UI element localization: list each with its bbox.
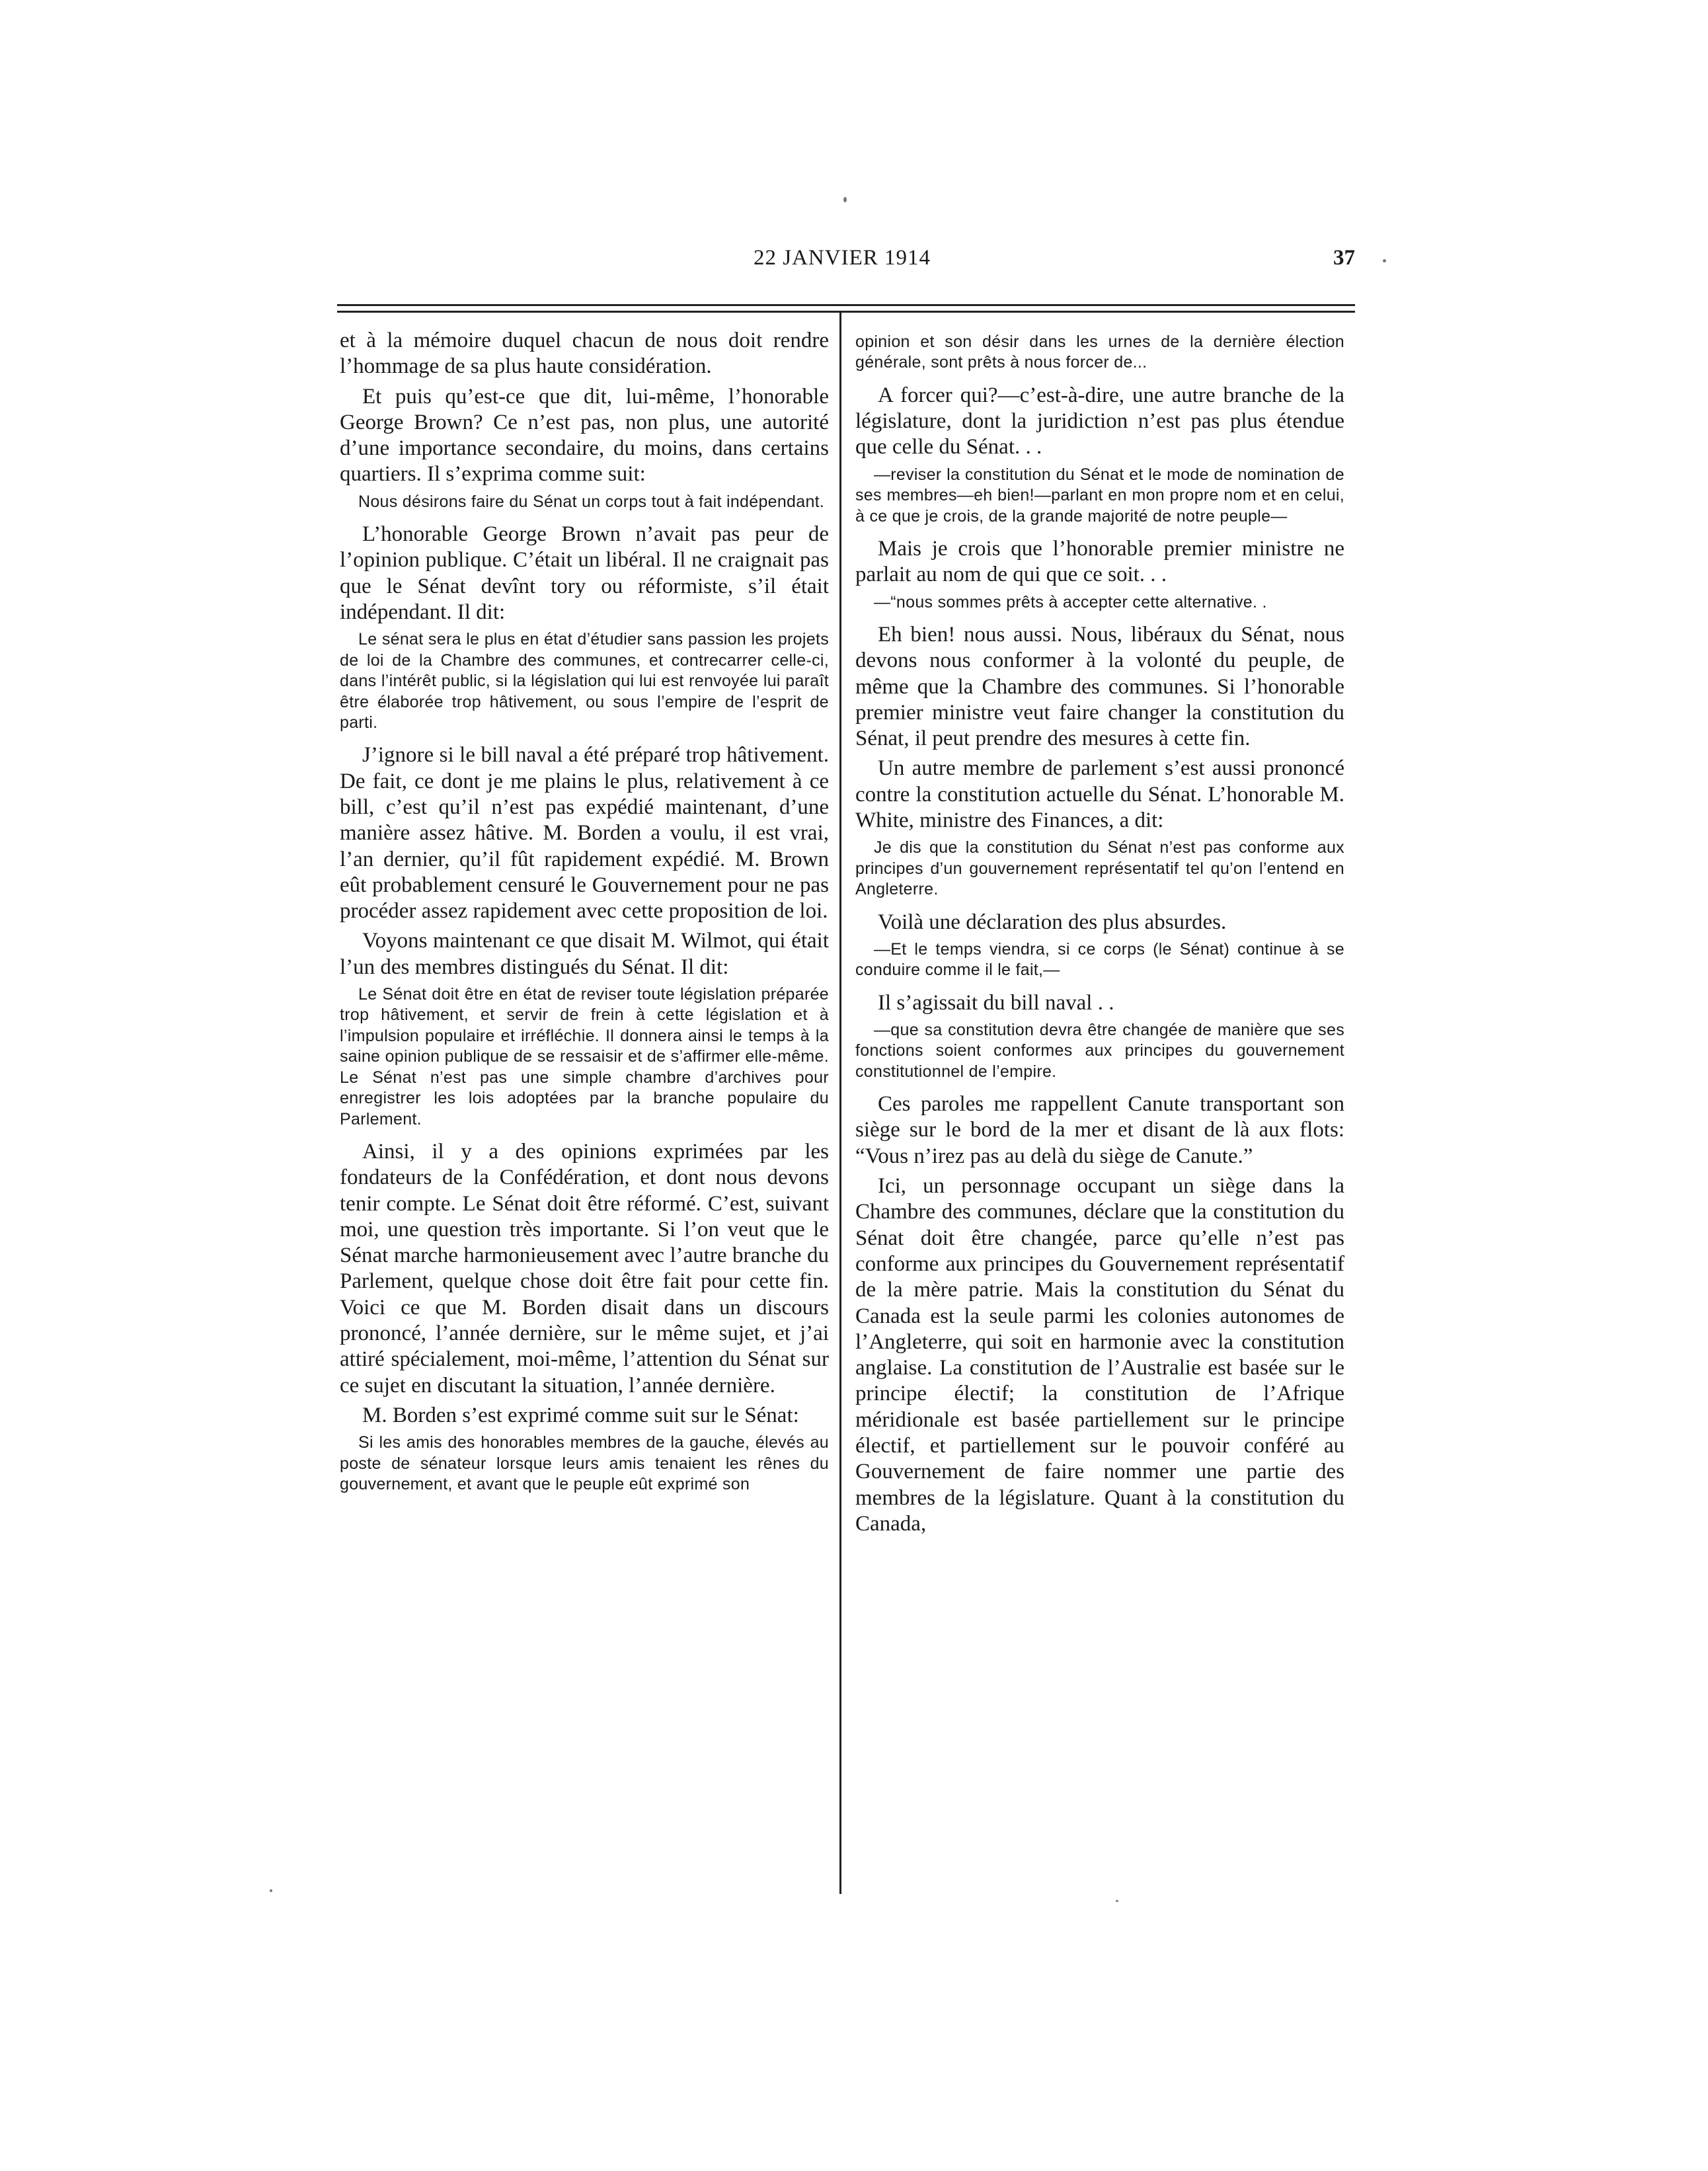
- left-column: [340, 328, 829, 1504]
- quoted-passage: —que sa constitution devra être changée de manière que ses fonctions soient conformes aux principes du gouvernement constitutionnel de l’empire.: [855, 1020, 1344, 1081]
- quoted-passage: Si les amis des honorables membres de la gauche, élevés au poste de sénateur lorsque leurs amis tenaient les rênes du gouvernement, et avant que le peuple eût exprimé son: [340, 1433, 829, 1493]
- header-rule-upper: [337, 304, 1355, 306]
- quoted-passage: Le Sénat doit être en état de reviser toute législation préparée trop hâtivement, et servir de frein à cette législation et à l’impulsion populaire et irréfléchie. Il donnera ainsi le temps à la saine opinion publique de se ressaisir et de s’affirmer elle-même. Le Sénat n’est pas une simple chambre d’archives pour enregistrer les lois adoptées par la branche populaire du Parlement.: [340, 985, 829, 1128]
- paragraph: J’ignore si le bill naval a été préparé trop hâtivement. De fait, ce dont je me plains le plus, relativement à ce bill, c’est qu’il n’est pas expédié maintenant, d’une manière assez hâtive. M. Borden a voulu, il est vrai, l’an dernier, qu’il fût rapidement expédié. M. Brown eût probablement censuré le Gouvernement pour ne pas procéder assez rapidement avec cette proposition de loi.: [340, 743, 829, 924]
- scan-speck: [1383, 259, 1386, 262]
- column-divider: [839, 311, 841, 1894]
- scan-speck: [270, 1889, 272, 1892]
- paragraph: Et puis qu’est-ce que dit, lui-même, l’honorable George Brown? Ce n’est pas, non plus, une autorité d’une importance secondaire, du moins, dans certains quartiers. Il s’exprima comme suit:: [340, 384, 829, 487]
- scan-speck: [843, 197, 847, 202]
- paragraph: et à la mémoire duquel chacun de nous doit rendre l’hommage de sa plus haute considération.: [340, 329, 829, 379]
- page-header: [337, 246, 1355, 276]
- paragraph: Il s’agissait du bill naval . .: [878, 990, 1114, 1015]
- scan-speck: [1116, 1900, 1118, 1902]
- quoted-passage: —Et le temps viendra, si ce corps (le Sénat) continue à se conduire comme il le fait,—: [855, 939, 1344, 980]
- paragraph: Voilà une déclaration des plus absurdes.: [878, 910, 1227, 934]
- paragraph: Ainsi, il y a des opinions exprimées par les fondateurs de la Confédération, et dont nous devons tenir compte. Le Sénat doit être réformé. C’est, suivant moi, une question très importante. Si l’on veut que le Sénat marche harmonieusement avec l’autre branche du Parlement, quelque chose doit être fait pour cette fin. Voici ce que M. Borden disait dans un discours prononcé, l’année dernière, sur le même sujet, et j’ai attiré spécialement, moi-même, l’attention du Sénat sur ce sujet en discutant la situation, l’année dernière.: [340, 1139, 829, 1398]
- paragraph: Un autre membre de parlement s’est aussi prononcé contre la constitution actuelle du Sénat. L’honorable M. White, ministre des Finances, a dit:: [855, 756, 1344, 832]
- right-column: [855, 328, 1344, 1541]
- quoted-passage: opinion et son désir dans les urnes de la dernière élection générale, sont prêts à nous forcer de...: [855, 333, 1344, 372]
- paragraph: Eh bien! nous aussi. Nous, libéraux du Sénat, nous devons nous conformer à la volonté du peuple, de même que la Chambre des communes. Si l’honorable premier ministre veut faire changer la constitution du Sénat, il peut prendre des mesures à cette fin.: [855, 622, 1344, 751]
- paragraph: Ici, un personnage occupant un siège dans la Chambre des communes, déclare que la constitution du Sénat doit être changée, parce qu’elle n’est pas conforme aux principes du Gouvernement représentatif de la mère patrie. Mais la constitution du Sénat du Canada est la seule parmi les colonies autonomes de l’Angleterre, qui soit en harmonie avec la constitution anglaise. La constitution de l’Australie est basée sur le principe électif; la constitution de l’Afrique méridionale est basée partiellement sur le principe électif, et partiellement sur le pouvoir conféré au Gouvernement de faire nommer une partie des membres de la législature. Quant à la constitution du Canada,: [855, 1174, 1344, 1536]
- quoted-passage: —reviser la constitution du Sénat et le mode de nomination de ses membres—eh bien!—parlant en mon propre nom et en celui, à ce que je crois, de la grande majorité de notre peuple—: [855, 465, 1344, 526]
- quoted-passage: Nous désirons faire du Sénat un corps tout à fait indépendant.: [358, 492, 825, 511]
- header-rule-lower: [337, 311, 1355, 313]
- quoted-passage: Je dis que la constitution du Sénat n’est pas conforme aux principes d’un gouvernement représentatif tel qu’on l’entend en Angleterre.: [855, 838, 1344, 899]
- header-date: 22 JANVIER 1914: [754, 246, 931, 270]
- paragraph: L’honorable George Brown n’avait pas peur de l’opinion publique. C’était un libéral. Il ne craignait pas que le Sénat devînt tory ou réformiste, s’il était indépendant. Il dit:: [340, 522, 829, 625]
- quoted-passage: Le sénat sera le plus en état d’étudier sans passion les projets de loi de la Chambre des communes, et contrecarrer celle-ci, dans l’intérêt public, si la législation qui lui est renvoyée lui paraît être élaborée trop hâtivement, ou sous l’empire de l’esprit de parti.: [340, 630, 829, 732]
- paragraph: Ces paroles me rappellent Canute transportant son siège sur le bord de la mer et disant de là aux flots: “Vous n’irez pas au delà du siège de Canute.”: [855, 1092, 1344, 1168]
- paragraph: M. Borden s’est exprimé comme suit sur le Sénat:: [362, 1403, 799, 1427]
- paragraph: Mais je crois que l’honorable premier ministre ne parlait au nom de qui que ce soit. . .: [855, 536, 1344, 587]
- quoted-passage: —“nous sommes prêts à accepter cette alternative. .: [874, 592, 1267, 612]
- paragraph: Voyons maintenant ce que disait M. Wilmot, qui était l’un des membres distingués du Sénat. Il dit:: [340, 929, 829, 979]
- page-number: 37: [1333, 246, 1355, 270]
- paragraph: A forcer qui?—c’est-à-dire, une autre branche de la législature, dont la juridiction n’est pas plus étendue que celle du Sénat. . .: [855, 383, 1344, 459]
